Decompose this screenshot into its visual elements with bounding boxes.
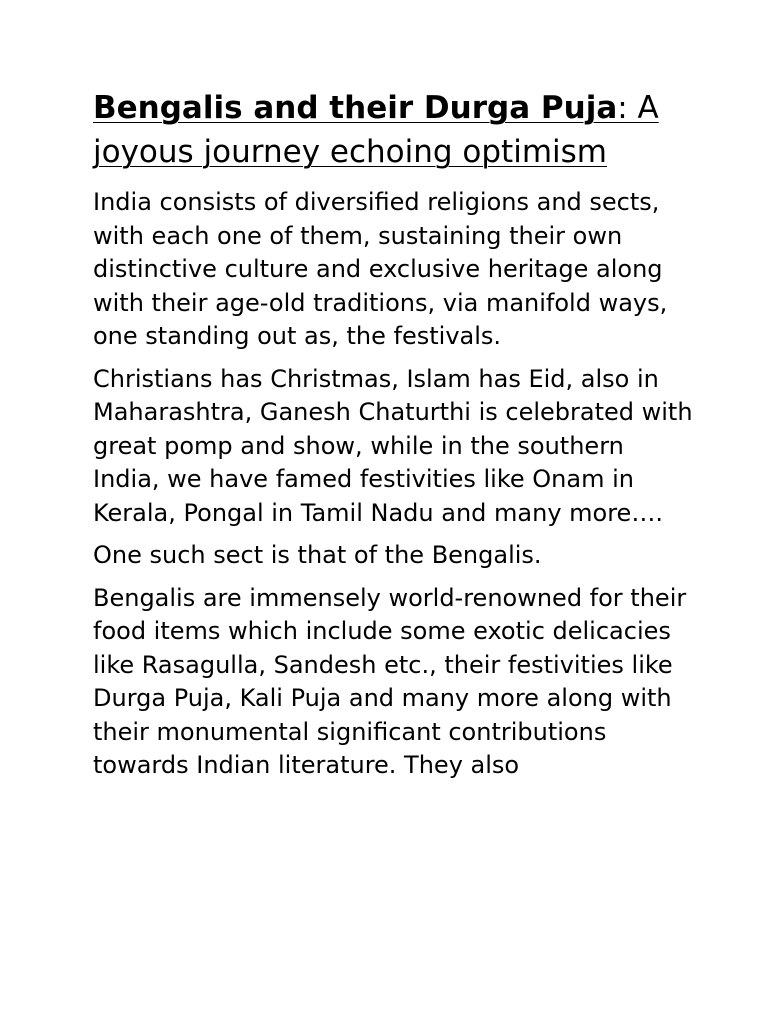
title-rest-part: : A joyous journey echoing optimism (93, 90, 659, 170)
title-bold-part: Bengalis and their Durga Puja (93, 90, 618, 126)
document-title (93, 86, 693, 174)
paragraph-2: Christians has Christmas, Islam has Eid, also in Maharashtra, Ganesh Chaturthi is celebrated with great pomp and show, while in the southern India, we have famed festivities like Onam in Kerala, Pongal in Tamil Nadu and many more…. (93, 364, 693, 527)
paragraph-4: Bengalis are immensely world-renowned for their food items which include some exotic delicacies like Rasagulla, Sandesh etc., their festivities like Durga Puja, Kali Puja and many more along with their monumental significant contributions towards Indian literature. They also (93, 583, 687, 779)
paragraph-3: One such sect is that of the Bengalis. (93, 541, 542, 569)
document-page (93, 86, 693, 792)
paragraph-1: India consists of diversified religions and sects, with each one of them, sustaining their own distinctive culture and exclusive heritage along with their age-old traditions, via manifold ways, one standing out as, the festivals. (93, 188, 668, 350)
